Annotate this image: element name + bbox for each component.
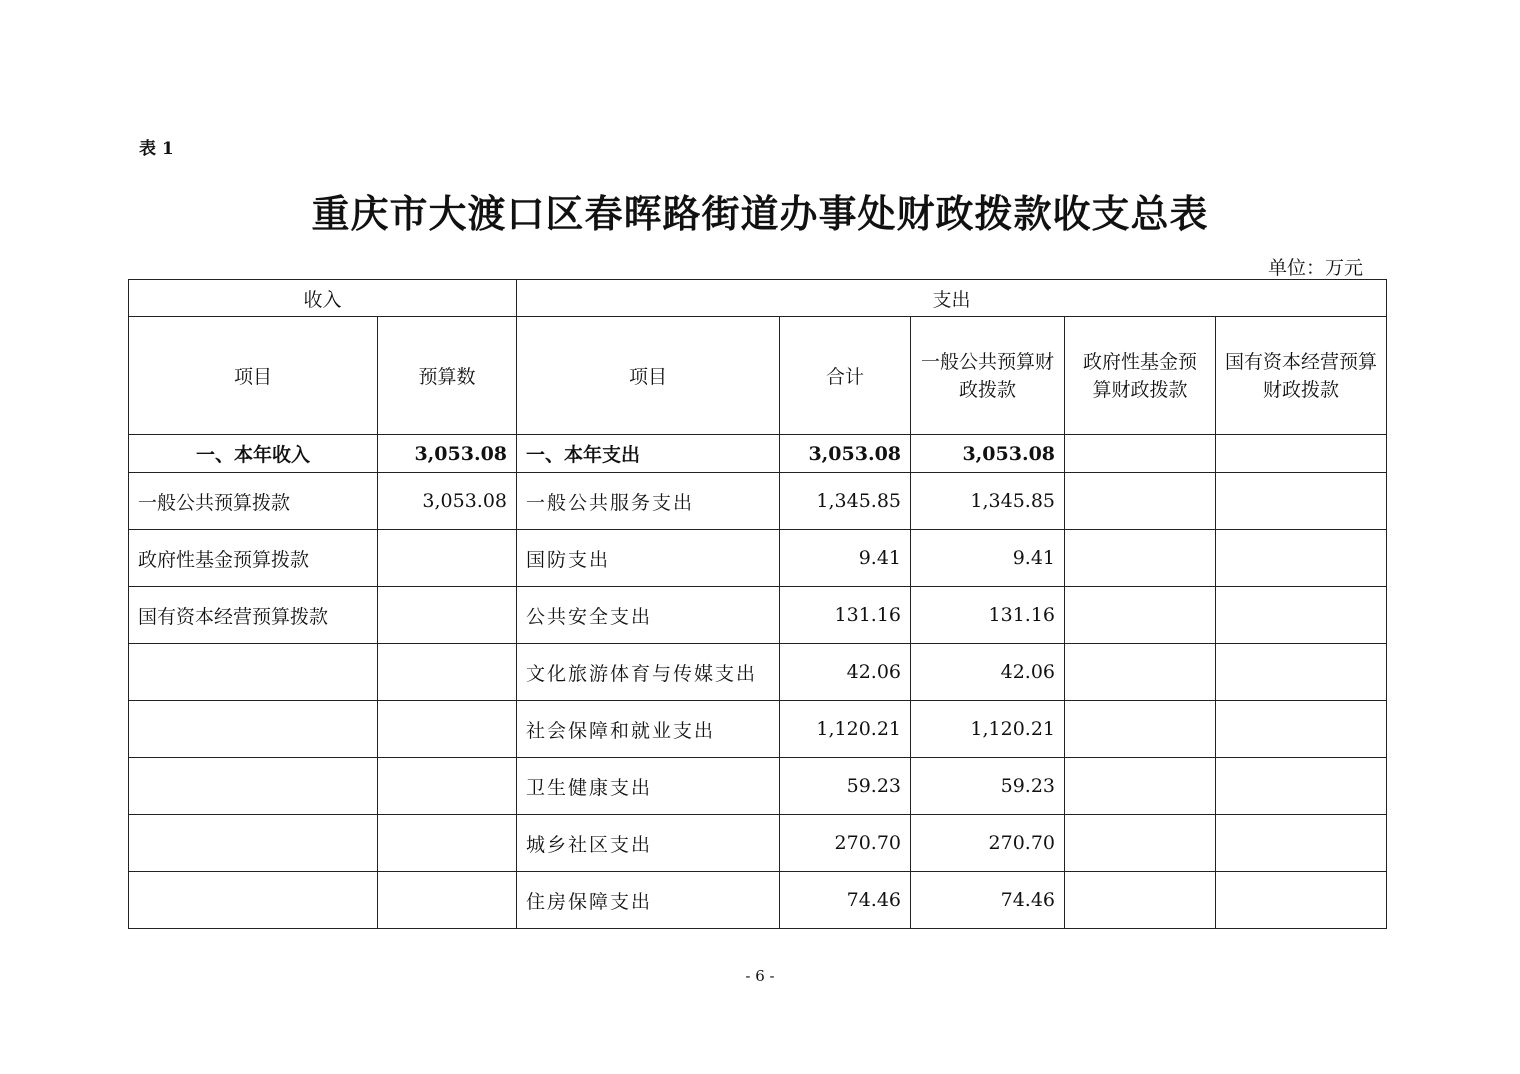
expense-item-cell: 一般公共服务支出 [517, 473, 780, 530]
income-header: 收入 [129, 280, 517, 317]
total-cell: 59.23 [780, 758, 911, 815]
summary-income-item: 一、本年收入 [129, 435, 378, 473]
expense-item-cell: 文化旅游体育与传媒支出 [517, 644, 780, 701]
income-value-cell [378, 815, 517, 872]
state-capital-cell [1216, 644, 1387, 701]
summary-expense-item: 一、本年支出 [517, 435, 780, 473]
total-cell: 42.06 [780, 644, 911, 701]
general-budget-cell: 1,120.21 [911, 701, 1065, 758]
income-value-cell [378, 872, 517, 929]
expense-item-cell: 卫生健康支出 [517, 758, 780, 815]
expense-item-cell: 公共安全支出 [517, 587, 780, 644]
income-item-cell [129, 815, 378, 872]
general-budget-cell: 59.23 [911, 758, 1065, 815]
state-capital-cell [1216, 701, 1387, 758]
state-capital-cell [1216, 872, 1387, 929]
gov-fund-cell [1065, 530, 1216, 587]
table-row [129, 701, 1387, 758]
fiscal-appropriation-table [128, 279, 1387, 929]
table-label: 表 1 [139, 139, 174, 159]
summary-general: 3,053.08 [911, 435, 1065, 473]
summary-total: 3,053.08 [780, 435, 911, 473]
col-budget-header: 预算数 [378, 317, 517, 435]
table-row [129, 473, 1387, 530]
general-budget-cell: 1,345.85 [911, 473, 1065, 530]
general-budget-cell: 42.06 [911, 644, 1065, 701]
total-cell: 131.16 [780, 587, 911, 644]
gov-fund-cell [1065, 758, 1216, 815]
state-capital-cell [1216, 530, 1387, 587]
expense-item-cell: 住房保障支出 [517, 872, 780, 929]
income-value-cell [378, 530, 517, 587]
income-item-cell [129, 758, 378, 815]
gov-fund-cell [1065, 473, 1216, 530]
summary-income-value: 3,053.08 [378, 435, 517, 473]
col-expense-item-header: 项目 [517, 317, 780, 435]
general-budget-cell: 9.41 [911, 530, 1065, 587]
income-value-cell [378, 644, 517, 701]
expense-header: 支出 [517, 280, 1387, 317]
section-header-row [129, 280, 1387, 317]
total-cell: 9.41 [780, 530, 911, 587]
summary-gov-fund [1065, 435, 1216, 473]
unit-label: 单位：万元 [1268, 257, 1364, 279]
income-value-cell: 3,053.08 [378, 473, 517, 530]
table-row [129, 815, 1387, 872]
expense-item-cell: 国防支出 [517, 530, 780, 587]
page-number: - 6 - [745, 967, 775, 985]
general-budget-cell: 74.46 [911, 872, 1065, 929]
col-state-capital-header: 国有资本经营预算财政拨款 [1216, 317, 1387, 435]
income-item-cell [129, 872, 378, 929]
state-capital-cell [1216, 758, 1387, 815]
col-general-budget-header: 一般公共预算财政拨款 [911, 317, 1065, 435]
table-row [129, 530, 1387, 587]
table-row [129, 758, 1387, 815]
income-value-cell [378, 587, 517, 644]
state-capital-cell [1216, 473, 1387, 530]
total-cell: 74.46 [780, 872, 911, 929]
document-title: 重庆市大渡口区春晖路街道办事处财政拨款收支总表 [311, 192, 1209, 236]
summary-state-capital [1216, 435, 1387, 473]
income-item-cell [129, 701, 378, 758]
table-row [129, 872, 1387, 929]
state-capital-cell [1216, 815, 1387, 872]
col-gov-fund-header: 政府性基金预算财政拨款 [1065, 317, 1216, 435]
column-header-row [129, 317, 1387, 435]
col-income-item-header: 项目 [129, 317, 378, 435]
income-item-cell: 政府性基金预算拨款 [129, 530, 378, 587]
income-item-cell: 一般公共预算拨款 [129, 473, 378, 530]
total-cell: 270.70 [780, 815, 911, 872]
col-total-header: 合计 [780, 317, 911, 435]
state-capital-cell [1216, 587, 1387, 644]
income-item-cell: 国有资本经营预算拨款 [129, 587, 378, 644]
general-budget-cell: 270.70 [911, 815, 1065, 872]
general-budget-cell: 131.16 [911, 587, 1065, 644]
gov-fund-cell [1065, 872, 1216, 929]
gov-fund-cell [1065, 815, 1216, 872]
total-cell: 1,120.21 [780, 701, 911, 758]
gov-fund-cell [1065, 644, 1216, 701]
expense-item-cell: 城乡社区支出 [517, 815, 780, 872]
income-item-cell [129, 644, 378, 701]
total-cell: 1,345.85 [780, 473, 911, 530]
table-row [129, 644, 1387, 701]
income-value-cell [378, 701, 517, 758]
expense-item-cell: 社会保障和就业支出 [517, 701, 780, 758]
income-value-cell [378, 758, 517, 815]
gov-fund-cell [1065, 587, 1216, 644]
gov-fund-cell [1065, 701, 1216, 758]
table-row [129, 587, 1387, 644]
summary-row [129, 435, 1387, 473]
